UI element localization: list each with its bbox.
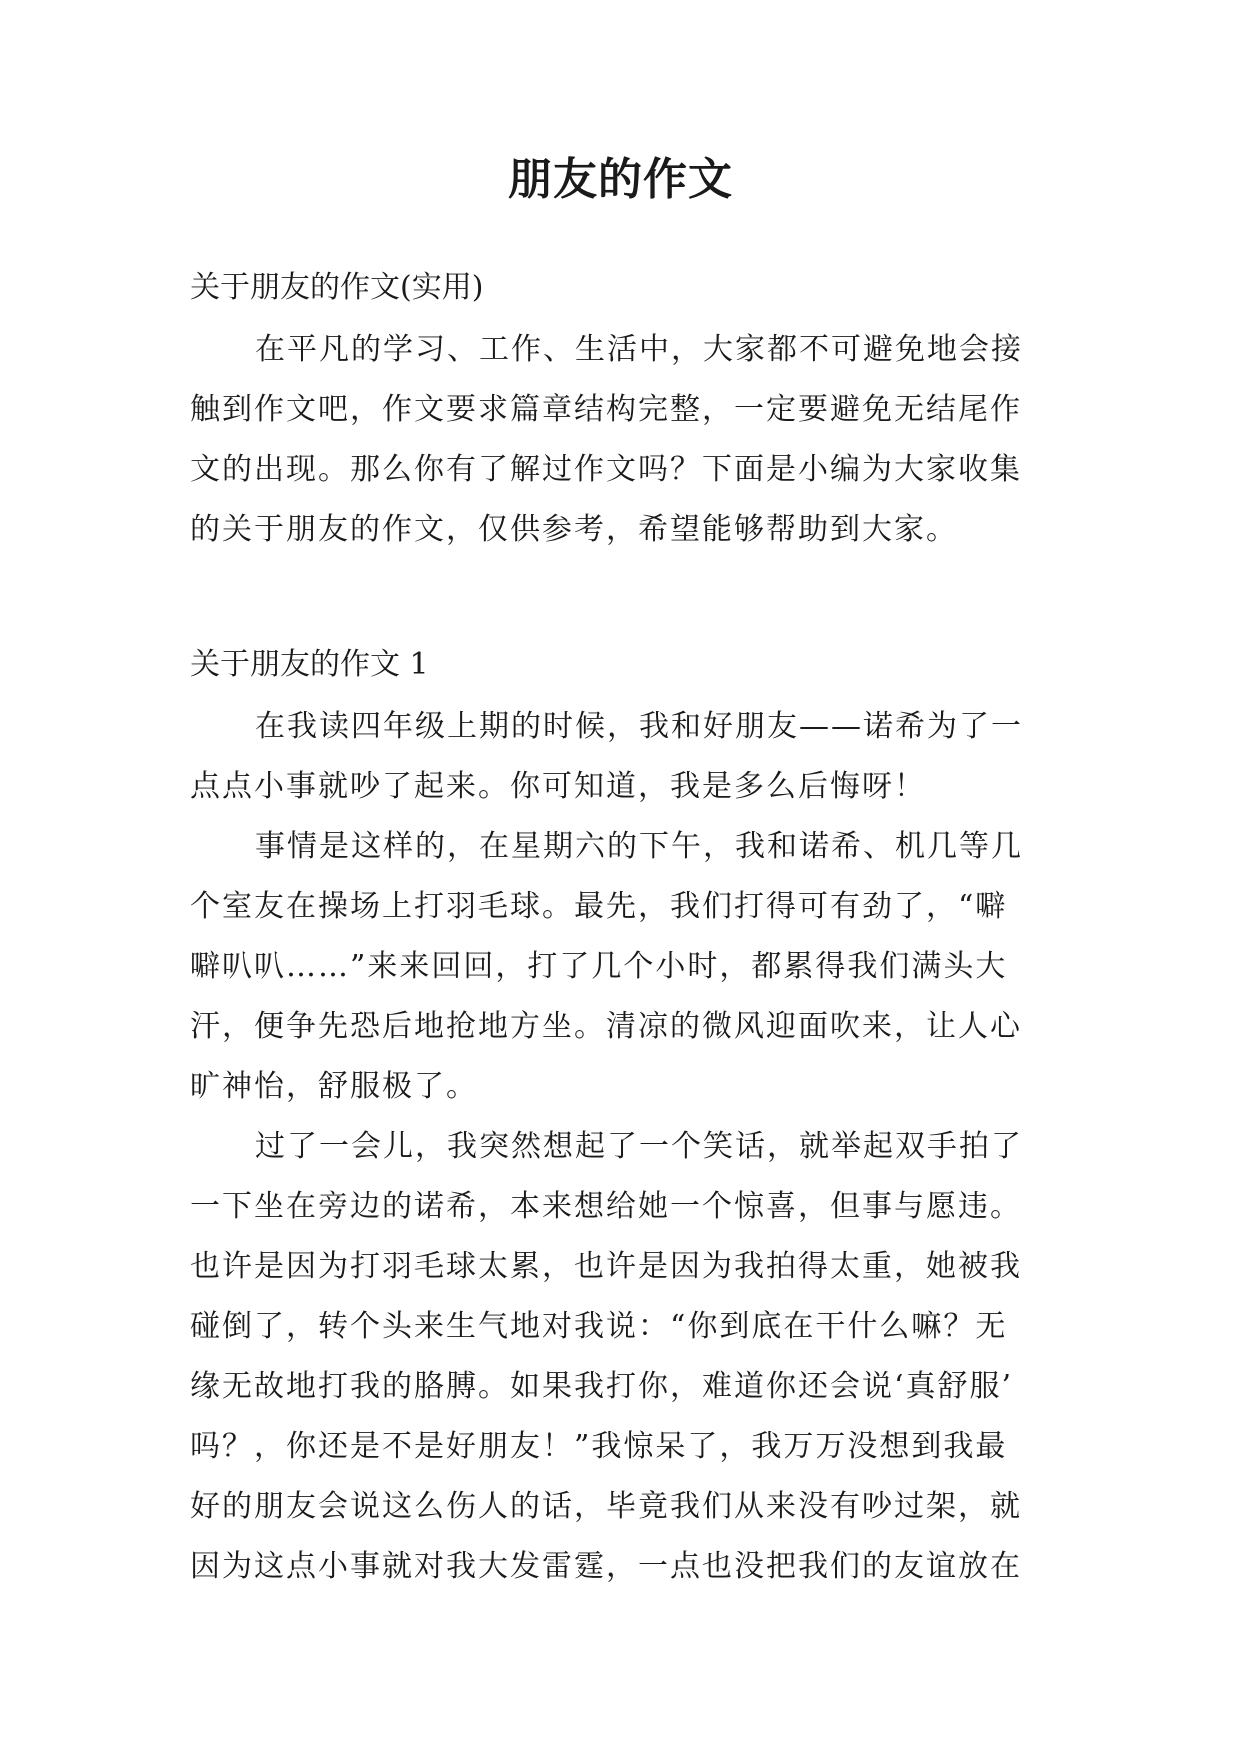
paragraph-line: 缘无故地打我的胳膊。如果我打你，难道你还会说‘真舒服’ xyxy=(190,1369,1014,1404)
intro-line: 在平凡的学习、工作、生活中，大家都不可避免地会接 xyxy=(255,332,1023,367)
intro-line: 的关于朋友的作文，仅供参考，希望能够帮助到大家。 xyxy=(190,512,958,547)
paragraph-line: 过了一会儿，我突然想起了一个笑话，就举起双手拍了 xyxy=(255,1129,1023,1164)
intro-line: 触到作文吧，作文要求篇章结构完整，一定要避免无结尾作 xyxy=(190,392,1022,427)
document-title: 朋友的作文 xyxy=(508,154,733,205)
paragraph-line: 点点小事就吵了起来。你可知道，我是多么后悔呀！ xyxy=(190,769,926,804)
paragraph-line: 一下坐在旁边的诺希，本来想给她一个惊喜，但事与愿违。 xyxy=(190,1189,1022,1224)
paragraph-line: 在我读四年级上期的时候，我和好朋友——诺希为了一 xyxy=(255,709,1023,744)
paragraph-line: 个室友在操场上打羽毛球。最先，我们打得可有劲了，“噼 xyxy=(190,889,1008,924)
paragraph-line: 事情是这样的，在星期六的下午，我和诺希、机几等几 xyxy=(255,829,1023,864)
paragraph-line: 好的朋友会说这么伤人的话，毕竟我们从来没有吵过架，就 xyxy=(190,1489,1022,1524)
intro-line: 文的出现。那么你有了解过作文吗？下面是小编为大家收集 xyxy=(190,452,1022,487)
intro-heading: 关于朋友的作文(实用) xyxy=(190,270,484,305)
paragraph-line: 碰倒了，转个头来生气地对我说：“你到底在干什么嘛？无 xyxy=(190,1309,1008,1344)
paragraph-line: 也许是因为打羽毛球太累，也许是因为我拍得太重，她被我 xyxy=(190,1249,1022,1284)
paragraph-line: 因为这点小事就对我大发雷霆，一点也没把我们的友谊放在 xyxy=(190,1549,1022,1584)
paragraph-line: 旷神怡，舒服极了。 xyxy=(190,1069,478,1104)
paragraph-line: 汗，便争先恐后地抢地方坐。清凉的微风迎面吹来，让人心 xyxy=(190,1009,1022,1044)
paragraph-line: 吗？，你还是不是好朋友！”我惊呆了，我万万没想到我最 xyxy=(190,1429,1008,1464)
paragraph-line: 噼叭叭……”来来回回，打了几个小时，都累得我们满头大 xyxy=(190,949,1008,984)
essay-heading: 关于朋友的作文 1 xyxy=(190,647,429,682)
